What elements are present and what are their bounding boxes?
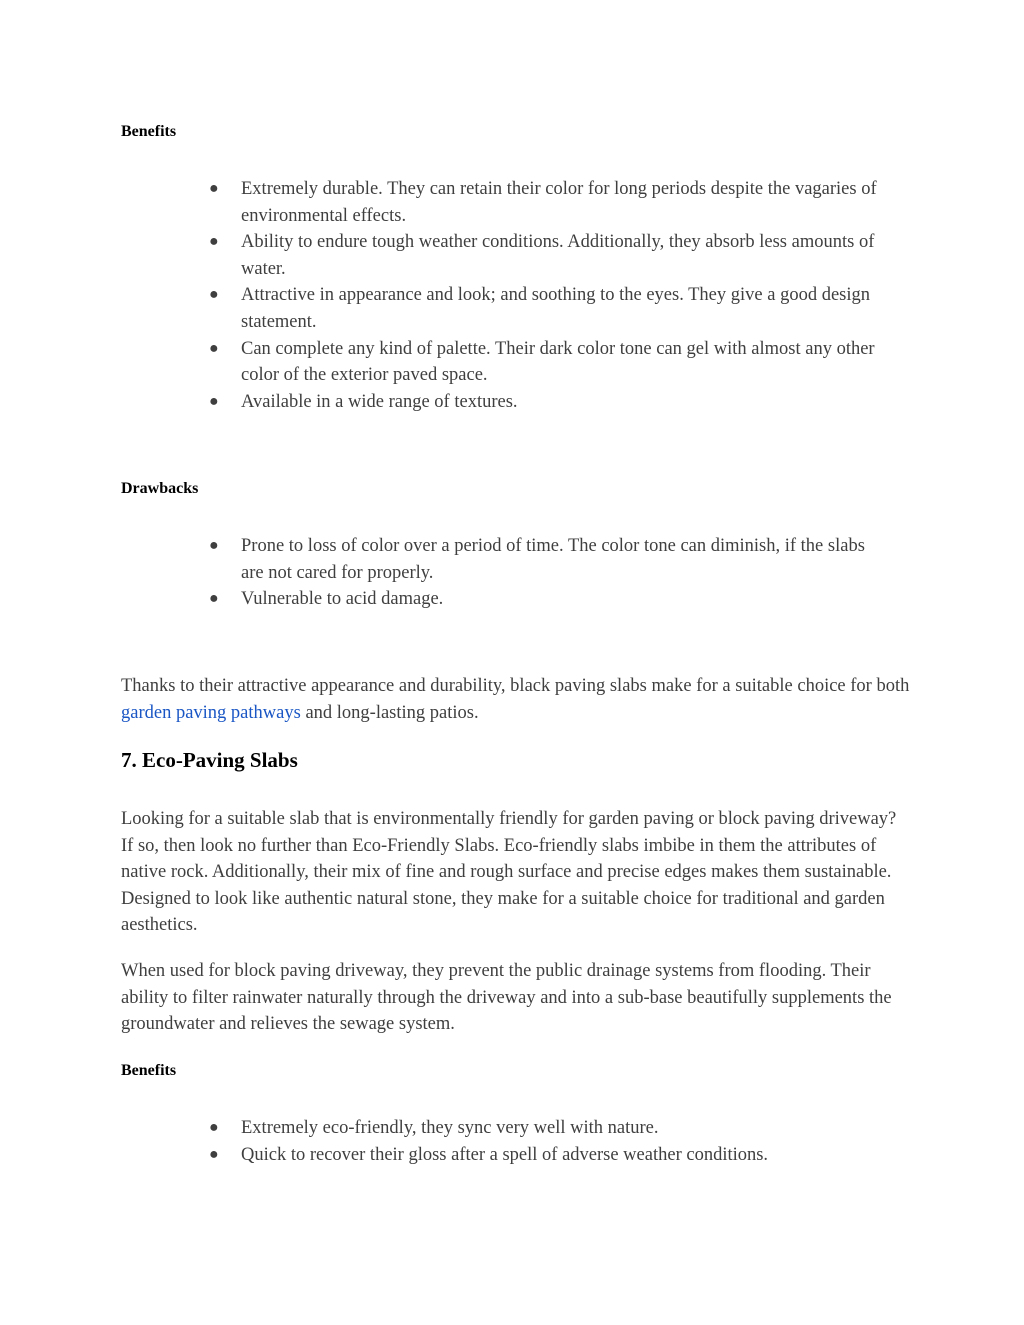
benefits-list-2 <box>209 1115 889 1168</box>
summary-paragraph: Thanks to their attractive appearance and durability, black paving slabs make for a suitable choice for both garden paving pathways and long-lasting patios. <box>121 676 910 723</box>
bullet-icon: ● <box>209 286 219 304</box>
garden-paving-pathways-link[interactable]: garden paving pathways <box>121 702 301 723</box>
bullet-icon: ● <box>209 233 219 251</box>
bullet-icon: ● <box>209 1145 219 1163</box>
bullet-icon: ● <box>209 1119 219 1136</box>
list-item: ● Prone to loss of color over a period of time. The color tone can diminish, if the slabs are not cared for properly. <box>209 533 889 586</box>
list-item: ● Vulnerable to acid damage. <box>209 586 889 613</box>
bullet-icon: ● <box>209 590 219 608</box>
list-item: ● Extremely eco-friendly, they sync very well with nature. <box>209 1115 889 1142</box>
benefits-heading: Benefits <box>121 123 177 140</box>
benefits-heading-2: Benefits <box>121 1062 177 1079</box>
drawbacks-list <box>209 533 889 613</box>
list-item: ● Ability to endure tough weather conditions. Additionally, they absorb less amounts of water. <box>209 229 889 282</box>
list-item: ● Available in a wide range of textures. <box>209 389 889 416</box>
list-item: ● Can complete any kind of palette. Their dark color tone can gel with almost any other color of the exterior paved space. <box>209 336 889 389</box>
benefits-list <box>209 176 889 415</box>
section-paragraph-2: When used for block paving driveway, they prevent the public drainage systems from flooding. Their ability to filter rainwater naturally through the driveway and into a sub-base beautifully supplements the groundwater and relieves the sewage system. <box>121 961 892 1035</box>
bullet-icon: ● <box>209 537 219 554</box>
list-item: ● Extremely durable. They can retain their color for long periods despite the vagaries of environmental effects. <box>209 176 889 229</box>
drawbacks-heading: Drawbacks <box>121 480 199 497</box>
bullet-icon: ● <box>209 339 219 357</box>
list-item: ● Quick to recover their gloss after a spell of adverse weather conditions. <box>209 1142 889 1169</box>
list-item: ● Attractive in appearance and look; and soothing to the eyes. They give a good design statement. <box>209 282 889 335</box>
section-title: 7. Eco-Paving Slabs <box>121 748 298 772</box>
section-paragraph-1: Looking for a suitable slab that is environmentally friendly for garden paving or block paving driveway? If so, then look no further than Eco-Friendly Slabs. Eco-friendly slabs imbibe in them the attributes of native rock. Additionally, their mix of fine and rough surface and precise edges makes them sustainable. Designed to look like authentic natural stone, they make for a suitable choice for traditional and garden aesthetics. <box>121 809 897 936</box>
bullet-icon: ● <box>209 392 219 410</box>
bullet-icon: ● <box>209 180 219 197</box>
